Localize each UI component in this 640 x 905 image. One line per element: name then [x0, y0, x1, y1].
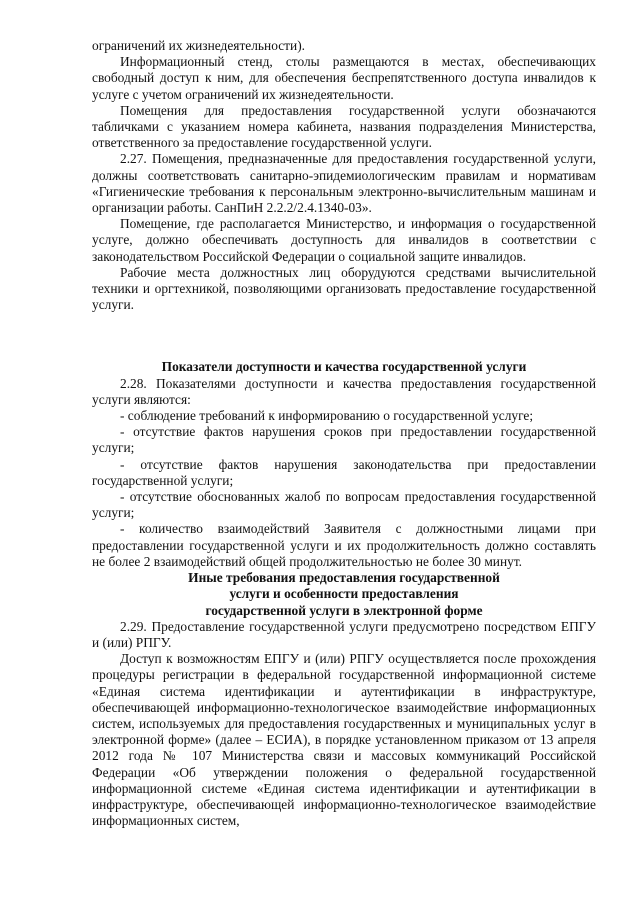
document-body: [92, 38, 596, 829]
paragraph-info-stand: Информационный стенд, столы размещаются в местах, обеспечивающих свободный доступ к ним, для обеспечения беспрепятственного доступа инвалидов к услуге с учетом ограничений их жизнедеятельности.: [92, 54, 596, 102]
paragraph-2-27: 2.27. Помещения, предназначенные для предоставления государственной услуги, должны соответствовать санитарно-эпидемиологическим правилам и нормативам «Гигиенические требования к персональным электронно-вычислительным машинам и организации работы. СанПиН 2.2.2/2.4.1340-03».: [92, 151, 596, 216]
list-item: - отсутствие фактов нарушения законодательства при предоставлении государственной услуги;: [92, 456, 596, 488]
list-item: - отсутствие фактов нарушения сроков при предоставлении государственной услуги;: [92, 424, 596, 456]
list-item: - соблюдение требований к информированию о государственной услуге;: [120, 408, 534, 424]
section-heading-electronic-line-3: государственной услуги в электронной форме: [205, 602, 483, 618]
section-heading-electronic-line-2: услуги и особенности предоставления: [229, 586, 459, 602]
paragraph-workplaces: Рабочие места должностных лиц оборудуются средствами вычислительной техники и оргтехникой, позволяющими организовать предоставление государственной услуги.: [92, 264, 596, 313]
paragraph-accessibility: Помещение, где располагается Министерство, и информация о государственной услуге, должно обеспечивать доступность для инвалидов в соответствии с законодательством Российской Федерации о социальной защите инвалидов.: [92, 216, 596, 264]
section-gap: [92, 313, 596, 359]
paragraph-2-28: 2.28. Показателями доступности и качества предоставления государственной услуги являются:: [92, 375, 596, 407]
paragraph-esia-access: Доступ к возможностям ЕПГУ и (или) РПГУ осуществляется после прохождения процедуры регистрации в федеральной государственной информационной системе «Единая система идентификации и аутентификации в инфраструктуре, обеспечивающей информационно-технологическое взаимодействие информационных систем, используемых для предоставления государственных и муниципальных услуг в электронной форме» (далее – ЕСИА), в порядке установленном приказом от 13 апреля 2012 года № 107 Министерства связи и массовых коммуникаций Российской Федерации «Об утверждении положения о федеральной государственной информационной системе «Единая система идентификации и аутентификации в инфраструктуре, обеспечивающей информационно-технологическое взаимодействие информационных систем,: [92, 651, 596, 829]
section-heading-electronic-line-1: Иные требования предоставления государственной: [188, 570, 500, 586]
list-item: - отсутствие обоснованных жалоб по вопросам предоставления государственной услуги;: [92, 489, 596, 521]
paragraph-2-29: 2.29. Предоставление государственной услуги предусмотрено посредством ЕПГУ и (или) РПГУ.: [92, 618, 596, 650]
section-heading-accessibility: Показатели доступности и качества государственной услуги: [161, 359, 527, 375]
list-item: - количество взаимодействий Заявителя с должностными лицами при предоставлении государственной услуги и их продолжительность должно составлять не более 2 взаимодействий общей продолжительностью не более 30 минут.: [92, 521, 596, 569]
paragraph-room-signs: Помещения для предоставления государственной услуги обозначаются табличками с указанием номера кабинета, названия подразделения Министерства, ответственного за предоставление государственной услуги.: [92, 102, 596, 151]
paragraph-continuation: ограничений их жизнедеятельности).: [92, 38, 305, 53]
